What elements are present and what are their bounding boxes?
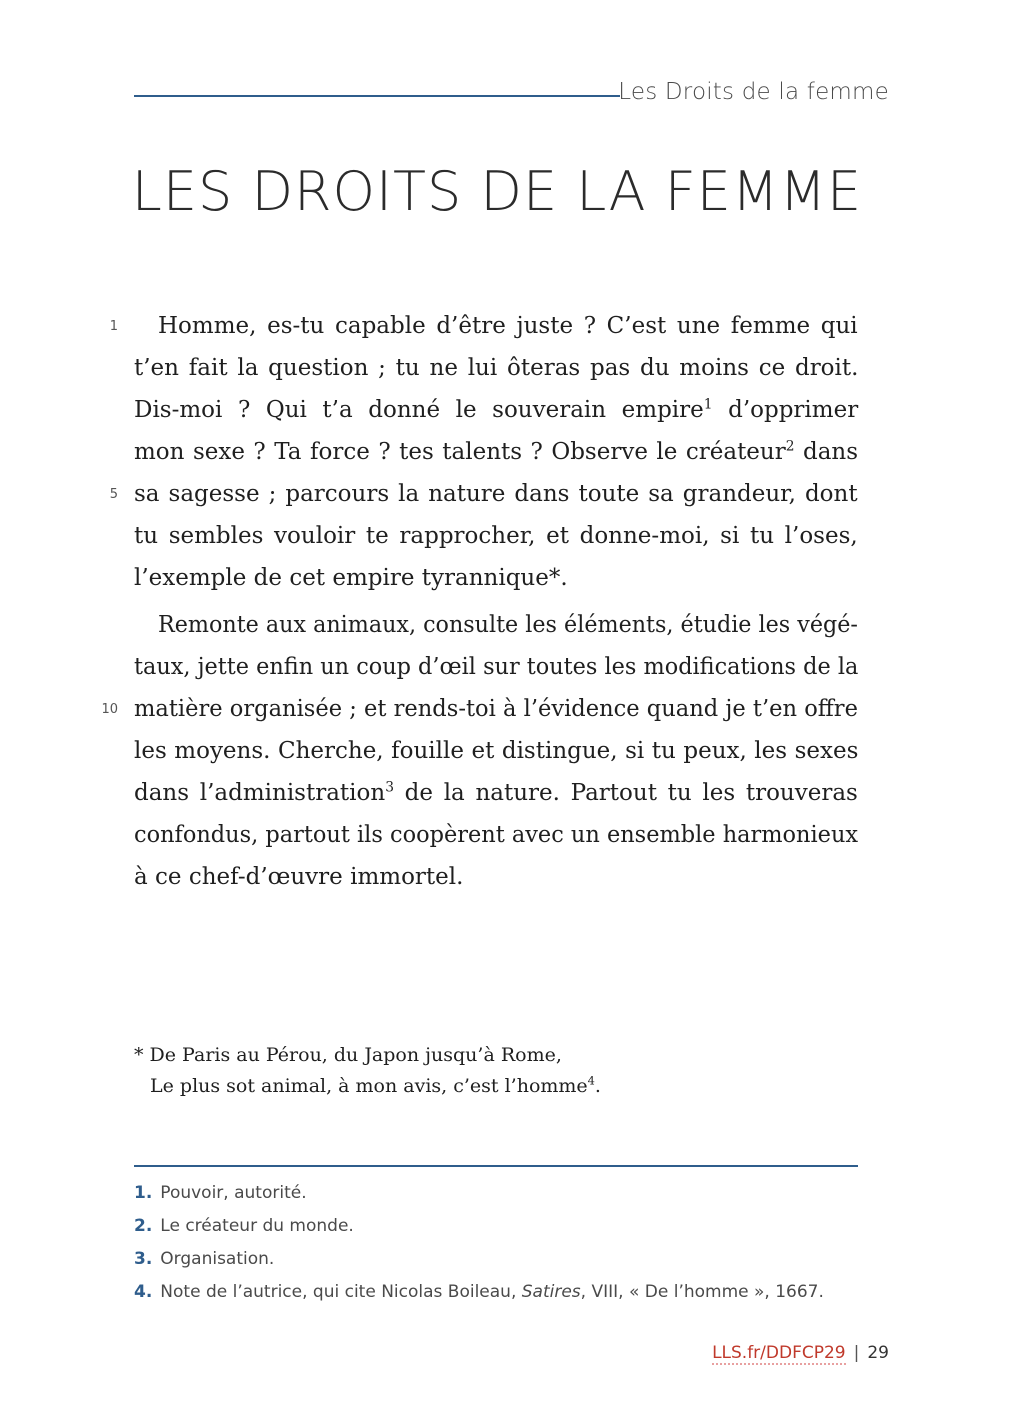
footnote-number: 1. [134, 1183, 153, 1203]
epigraph-text: Le plus sot animal, à mon avis, c’est l’homme [150, 1075, 588, 1097]
footnote-number: 3. [134, 1249, 153, 1269]
footnote-work-title: Satires [521, 1282, 581, 1302]
line-text: matière organisée ; et rends-toi à l’évidence quand je t’en offre [134, 696, 858, 722]
footnote-text: , VIII, « De l’homme », 1667. [580, 1282, 824, 1302]
text-line [134, 557, 568, 599]
footnote-rule [134, 1165, 858, 1167]
epigraph-line-2 [134, 1071, 834, 1102]
footnote-3 [134, 1246, 874, 1279]
page-number: 29 [867, 1343, 889, 1363]
text-line [134, 856, 463, 898]
line-text: sa sagesse ; parcours la nature dans toute sa grandeur, dont [134, 481, 858, 507]
text-line [134, 772, 858, 814]
footer-separator: | [853, 1343, 860, 1363]
line-text: d’opprimer [712, 397, 859, 423]
text-line [134, 515, 858, 557]
line-text: confondus, partout ils coopèrent avec un ensemble harmonieux [134, 822, 859, 848]
page-title: LES DROITS DE LA FEMME [131, 160, 863, 223]
line-text: Remonte aux animaux, consulte les éléments, étudie les végé- [158, 612, 858, 638]
line-text: t’en fait la question ; tu ne lui ôteras pas du moins ce droit. [134, 355, 859, 381]
resource-link[interactable]: LLS.fr/DDFCP29 [712, 1343, 846, 1363]
text-line [134, 730, 858, 772]
page-footer [712, 1343, 889, 1363]
line-number: 1 [109, 319, 118, 334]
line-text: Dis-moi ? Qui t’a donné le souverain empire [134, 397, 704, 423]
footnote-ref: 2 [785, 438, 795, 455]
footnote-number: 2. [134, 1216, 153, 1236]
line-text: Homme, es-tu capable d’être juste ? C’est une femme qui [158, 313, 858, 339]
text-line [134, 473, 858, 515]
footnote-text: Le créateur du monde. [160, 1216, 354, 1236]
epigraph-line-1: * De Paris au Pérou, du Japon jusqu’à Rome, [134, 1044, 562, 1066]
line-text: taux, jette enfin un coup d’œil sur toutes les modifications de la [134, 654, 859, 680]
epigraph-text: . [594, 1075, 601, 1097]
footnote-text: Note de l’autrice, qui cite Nicolas Boileau, [160, 1282, 522, 1302]
text-line [134, 431, 858, 473]
footnote-text: Organisation. [160, 1249, 275, 1269]
line-text: de la nature. Partout tu les trouveras [393, 780, 858, 806]
footnote-4 [134, 1279, 874, 1312]
line-number: 5 [109, 487, 118, 502]
running-title: Les Droits de la femme [618, 79, 889, 105]
epigraph [134, 1040, 834, 1102]
text-line [134, 347, 858, 389]
line-text: tu sembles vouloir te rapprocher, et donne-moi, si tu l’oses, [134, 523, 858, 549]
footnote-number: 4. [134, 1282, 153, 1302]
text-line [134, 646, 858, 688]
footnote-ref: 3 [385, 779, 394, 796]
text-line [158, 604, 858, 646]
line-text: à ce chef-d’œuvre immortel. [134, 864, 464, 890]
footnote-ref: 4 [587, 1073, 595, 1088]
footnote-2 [134, 1213, 874, 1246]
header-rule [134, 95, 620, 97]
footnote-1 [134, 1180, 874, 1213]
line-text: l’exemple de cet empire tyrannique*. [134, 565, 568, 591]
text-line [158, 305, 858, 347]
line-number: 10 [101, 702, 118, 717]
line-text: les moyens. Cherche, fouille et distingue, si tu peux, les sexes [134, 738, 859, 764]
line-text: mon sexe ? Ta force ? tes talents ? Observe le créateur [134, 439, 786, 465]
footnote-text: Pouvoir, autorité. [160, 1183, 307, 1203]
footnote-ref: 1 [703, 396, 713, 413]
text-line [134, 688, 858, 730]
line-text: dans l’administration [134, 780, 386, 806]
line-text: dans [794, 439, 859, 465]
text-line [134, 814, 858, 856]
text-line [134, 389, 858, 431]
footnotes [134, 1180, 874, 1312]
